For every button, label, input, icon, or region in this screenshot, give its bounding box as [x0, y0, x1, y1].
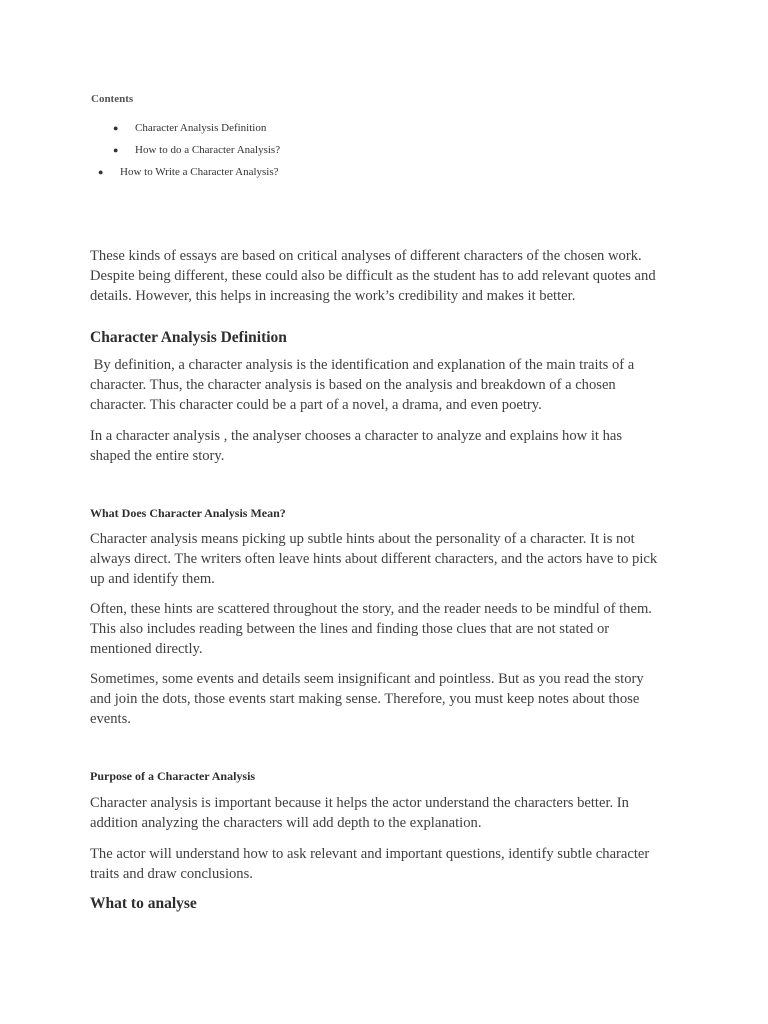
heading-definition: Character Analysis Definition [90, 329, 287, 346]
toc-item-how-to-do[interactable]: How to do a Character Analysis? [135, 144, 281, 156]
paragraph-line: details. However, this helps in increasing the work’s credibility and makes it better. [90, 288, 576, 304]
paragraph-line: addition analyzing the characters will add depth to the explanation. [90, 815, 482, 831]
paragraph-line: This also includes reading between the lines and finding those clues that are not stated or [90, 621, 610, 637]
toc-item-definition[interactable]: Character Analysis Definition [135, 122, 267, 134]
paragraph-line: mentioned directly. [90, 641, 203, 657]
paragraph-line: events. [90, 711, 131, 727]
paragraph-line: Despite being different, these could also be difficult as the student has to add relevant quotes and [90, 268, 656, 284]
paragraph-line: By definition, a character analysis is the identification and explanation of the main traits of a [90, 357, 635, 373]
bullet-icon: ● [113, 145, 119, 155]
paragraph-line: character. This character could be a part of a novel, a drama, and even poetry. [90, 397, 542, 413]
intro-paragraph [90, 246, 680, 306]
contents-title: Contents [91, 93, 134, 105]
meaning-paragraph-2 [90, 599, 680, 659]
paragraph-line: and join the dots, those events start making sense. Therefore, you must keep notes about those [90, 691, 640, 707]
bullet-icon: ● [98, 167, 104, 177]
definition-paragraph-2 [90, 426, 680, 466]
paragraph-line: The actor will understand how to ask relevant and important questions, identify subtle character [90, 846, 650, 862]
definition-paragraph-1 [90, 355, 680, 415]
paragraph-line: Sometimes, some events and details seem insignificant and pointless. But as you read the story [90, 671, 644, 687]
purpose-paragraph-1 [90, 793, 680, 833]
paragraph-line: These kinds of essays are based on critical analyses of different characters of the chosen work. [90, 248, 642, 264]
heading-meaning: What Does Character Analysis Mean? [90, 506, 286, 520]
paragraph-line: shaped the entire story. [90, 448, 225, 464]
heading-purpose: Purpose of a Character Analysis [90, 769, 256, 783]
paragraph-line: Often, these hints are scattered throughout the story, and the reader needs to be mindful of them. [90, 601, 652, 617]
heading-what-to-analyse: What to analyse [90, 895, 197, 912]
paragraph-line: always direct. The writers often leave hints about different characters, and the actors have to pick [90, 551, 658, 567]
meaning-paragraph-1 [90, 529, 680, 589]
toc-item-how-to-write[interactable]: How to Write a Character Analysis? [120, 166, 279, 178]
paragraph-line: Character analysis is important because it helps the actor understand the characters better. In [90, 795, 629, 811]
paragraph-line: traits and draw conclusions. [90, 866, 253, 882]
paragraph-line: up and identify them. [90, 571, 215, 587]
paragraph-line: character. Thus, the character analysis is based on the analysis and breakdown of a chosen [90, 377, 616, 393]
paragraph-line: Character analysis means picking up subtle hints about the personality of a character. It is not [90, 531, 635, 547]
bullet-icon: ● [113, 123, 119, 133]
purpose-paragraph-2 [90, 844, 680, 884]
meaning-paragraph-3 [90, 669, 680, 729]
paragraph-line: In a character analysis , the analyser chooses a character to analyze and explains how it has [90, 428, 623, 444]
